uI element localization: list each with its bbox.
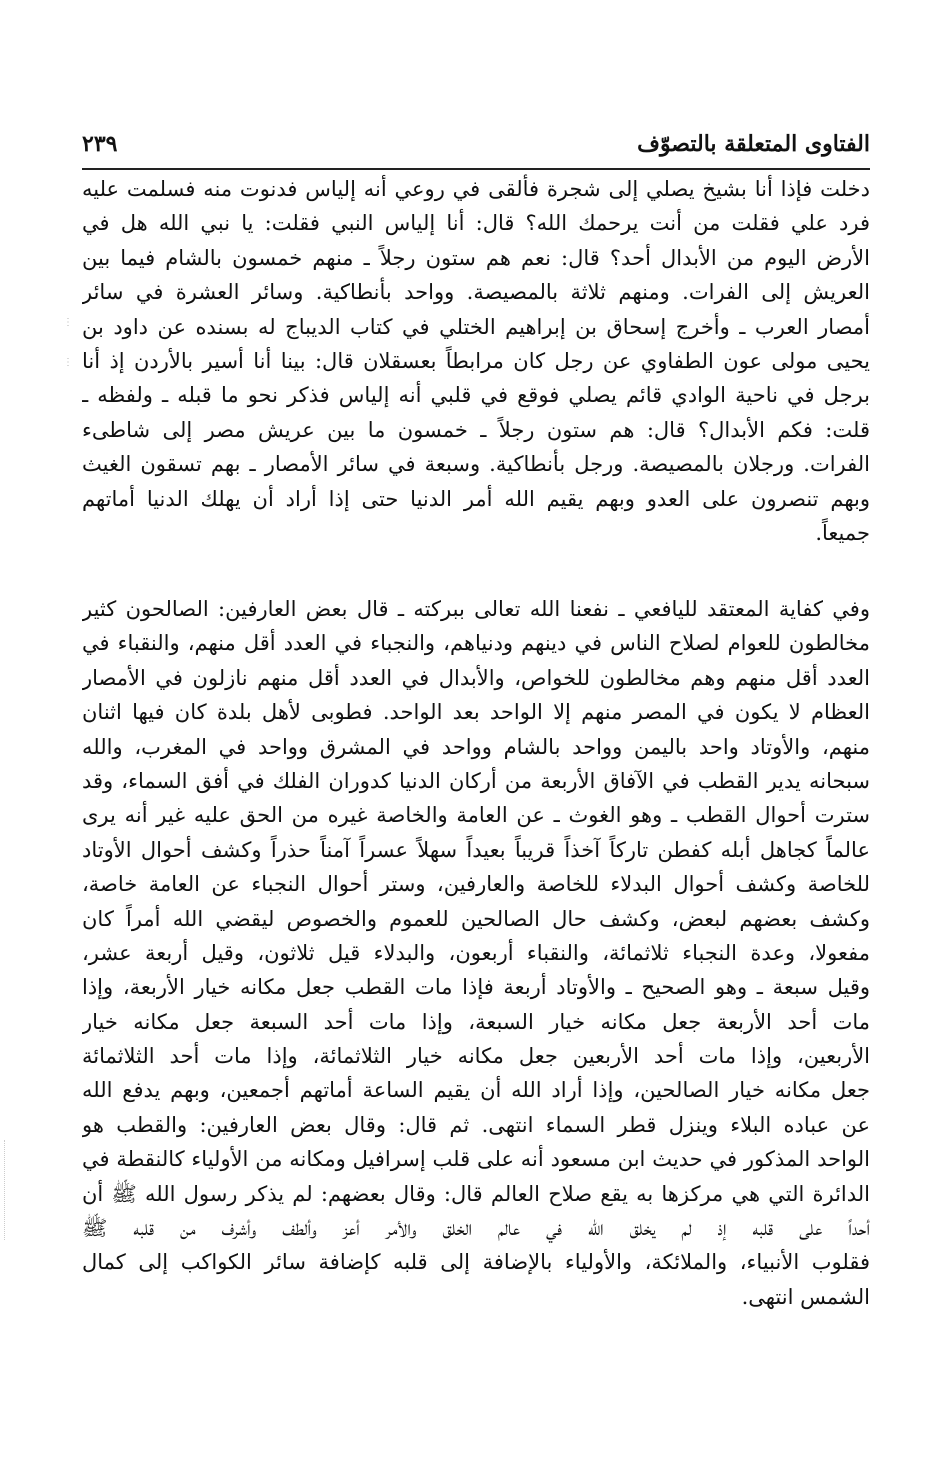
text-line: وبهم تنصرون على العدو وبهم يقيم الله أمر الدنيا حتى إذا أراد أن يهلك الدنيا أماتهم <box>82 486 870 511</box>
text-line: مفعولا، وعدة النجباء ثلاثمائة، والنقباء أربعون، والبدلاء قيل ثلاثون، وقيل أربعة عشر، <box>82 940 870 965</box>
text-line: سترت أحوال القطب ـ وهو الغوث ـ عن العامة والخاصة غيره من الحق عليه غير أنه يرى <box>82 803 870 828</box>
text-line: دخلت فإذا أنا بشيخ يصلي إلى شجرة فألقى في روعي أنه إلياس فدنوت منه فسلمت عليه <box>82 177 870 201</box>
text-line: الدائرة التي هي مركزها به يقع صلاح العالم قال: وقال بعضهم: لم يذكر رسول الله ﷺ أن <box>82 1181 870 1206</box>
page-header <box>82 128 870 164</box>
paragraph-1 <box>82 172 870 550</box>
text-line: أحداً على قلبه إذ لم يخلق الله في عالم الخلق والأمر أعز وألطف وأشرف من قلبه ﷺ <box>82 1216 870 1241</box>
text-line: جعل مكانه خيار الصالحين، وإذا أراد الله أن يقيم الساعة أماتهم أجمعين، وبهم يدفع الله <box>82 1078 870 1103</box>
header-rule <box>82 168 870 170</box>
text-line: عن عباده البلاء وينزل قطر السماء انتهى. ثم قال: وقال بعض العارفين: والقطب هو <box>82 1112 870 1137</box>
text-line: للخاصة وكشف أحوال البدلاء للخاصة والعارفين، وستر أحوال النجباء عن العامة خاصة، <box>82 872 870 897</box>
text-line: وقيل سبعة ـ وهو الصحيح ـ والأوتاد أربعة فإذا مات القطب جعل مكانه خيار الأربعة، وإذا <box>82 975 870 1000</box>
text-line: وفي كفاية المعتقد لليافعي ـ نفعنا الله تعالى ببركته ـ قال بعض العارفين: الصالحون كثير <box>82 597 870 621</box>
text-line: الفرات. ورجلان بالمصيصة. ورجل بأنطاكية. وسبعة في سائر الأمصار ـ بهم تسقون الغيث <box>82 452 870 477</box>
text-line: العظام لا يكون في المصر منهم إلا الواحد بعد الواحد. فطوبى لأهل بلدة كان فيها اثنان <box>82 700 870 725</box>
text-line: فرد علي فقلت من أنت يرحمك الله؟ قال: أنا إلياس النبي فقلت: يا نبي الله هل في <box>82 211 870 236</box>
text-line: أمصار العرب ـ وأخرج إسحاق بن إبراهيم الختلي في كتاب الديباج له بسنده عن داود بن <box>82 314 870 339</box>
text-line: برجل في ناحية الوادي قائم يصلي فوقع في قلبي أنه إلياس فذكر نحو ما قبله ـ ولفظه ـ <box>82 383 870 408</box>
text-line: جميعاً. <box>815 520 870 545</box>
text-line: فقلوب الأنبياء، والملائكة، والأولياء بالإضافة إلى قلبه كإضافة سائر الكواكب إلى كمال <box>82 1250 870 1275</box>
text-line: الأرض اليوم من الأبدال أحد؟ قال: نعم هم ستون رجلاً ـ منهم خمسون بالشام فيما بين <box>82 245 870 270</box>
text-line: الشمس انتهى. <box>741 1284 870 1309</box>
running-title: الفتاوى المتعلقة بالتصوّف <box>637 131 870 157</box>
page-number: ٢٣٩ <box>82 131 118 157</box>
text-line: سبحانه يدير القطب في الآفاق الأربعة من أركان الدنيا كدوران الفلك في أفق السماء، وقد <box>82 768 870 793</box>
paragraph-2 <box>82 592 870 1314</box>
text-line: الأربعين، وإذا مات أحد الأربعين جعل مكانه خيار الثلاثمائة، وإذا مات أحد الثلاثمائة <box>82 1044 870 1069</box>
margin-annotation-marks: ⋮ ⋮ <box>63 317 73 368</box>
text-line: قلت: فكم الأبدال؟ قال: هم ستون رجلاً ـ خمسون ما بين عريش مصر إلى شاطىء <box>82 417 870 442</box>
text-line: الواحد المذكور في حديث ابن مسعود أنه على قلب إسرافيل ومكانه من الأولياء كالنقطة في <box>82 1147 870 1172</box>
text-line: منهم، والأوتاد واحد باليمن وواحد بالشام وواحد في المشرق وواحد في المغرب، والله <box>82 734 870 759</box>
scan-edge-mark <box>4 1140 11 1240</box>
text-line: العدد أقل منهم وهم مخالطون للخواص، والأبدال في العدد أقل منهم نازلون في الأمصار <box>82 665 870 690</box>
text-line: يحيى مولى عون الطفاوي عن رجل كان مرابطاً بعسقلان قال: بينا أنا أسير بالأردن إذ أنا <box>82 348 870 373</box>
text-line: مات أحد الأربعة جعل مكانه خيار السبعة، وإذا مات أحد السبعة جعل مكانه خيار <box>82 1009 870 1034</box>
text-line: عالماً كجاهل أبله كفطن تاركاً آخذاً قريباً بعيداً سهلاً عسراً آمناً حذراً وكشف أحوال الأوتاد <box>82 837 870 862</box>
text-line: مخالطون للعوام لصلاح الناس في دينهم ودنياهم، والنجباء في العدد أقل منهم، والنقباء في <box>82 631 870 656</box>
text-line: وكشف بعضهم لبعض، وكشف حال الصالحين للعموم والخصوص ليقضي الله أمراً كان <box>82 906 870 931</box>
text-line: العريش إلى الفرات. ومنهم ثلاثة بالمصيصة. وواحد بأنطاكية. وسائر العشرة في سائر <box>82 280 870 305</box>
